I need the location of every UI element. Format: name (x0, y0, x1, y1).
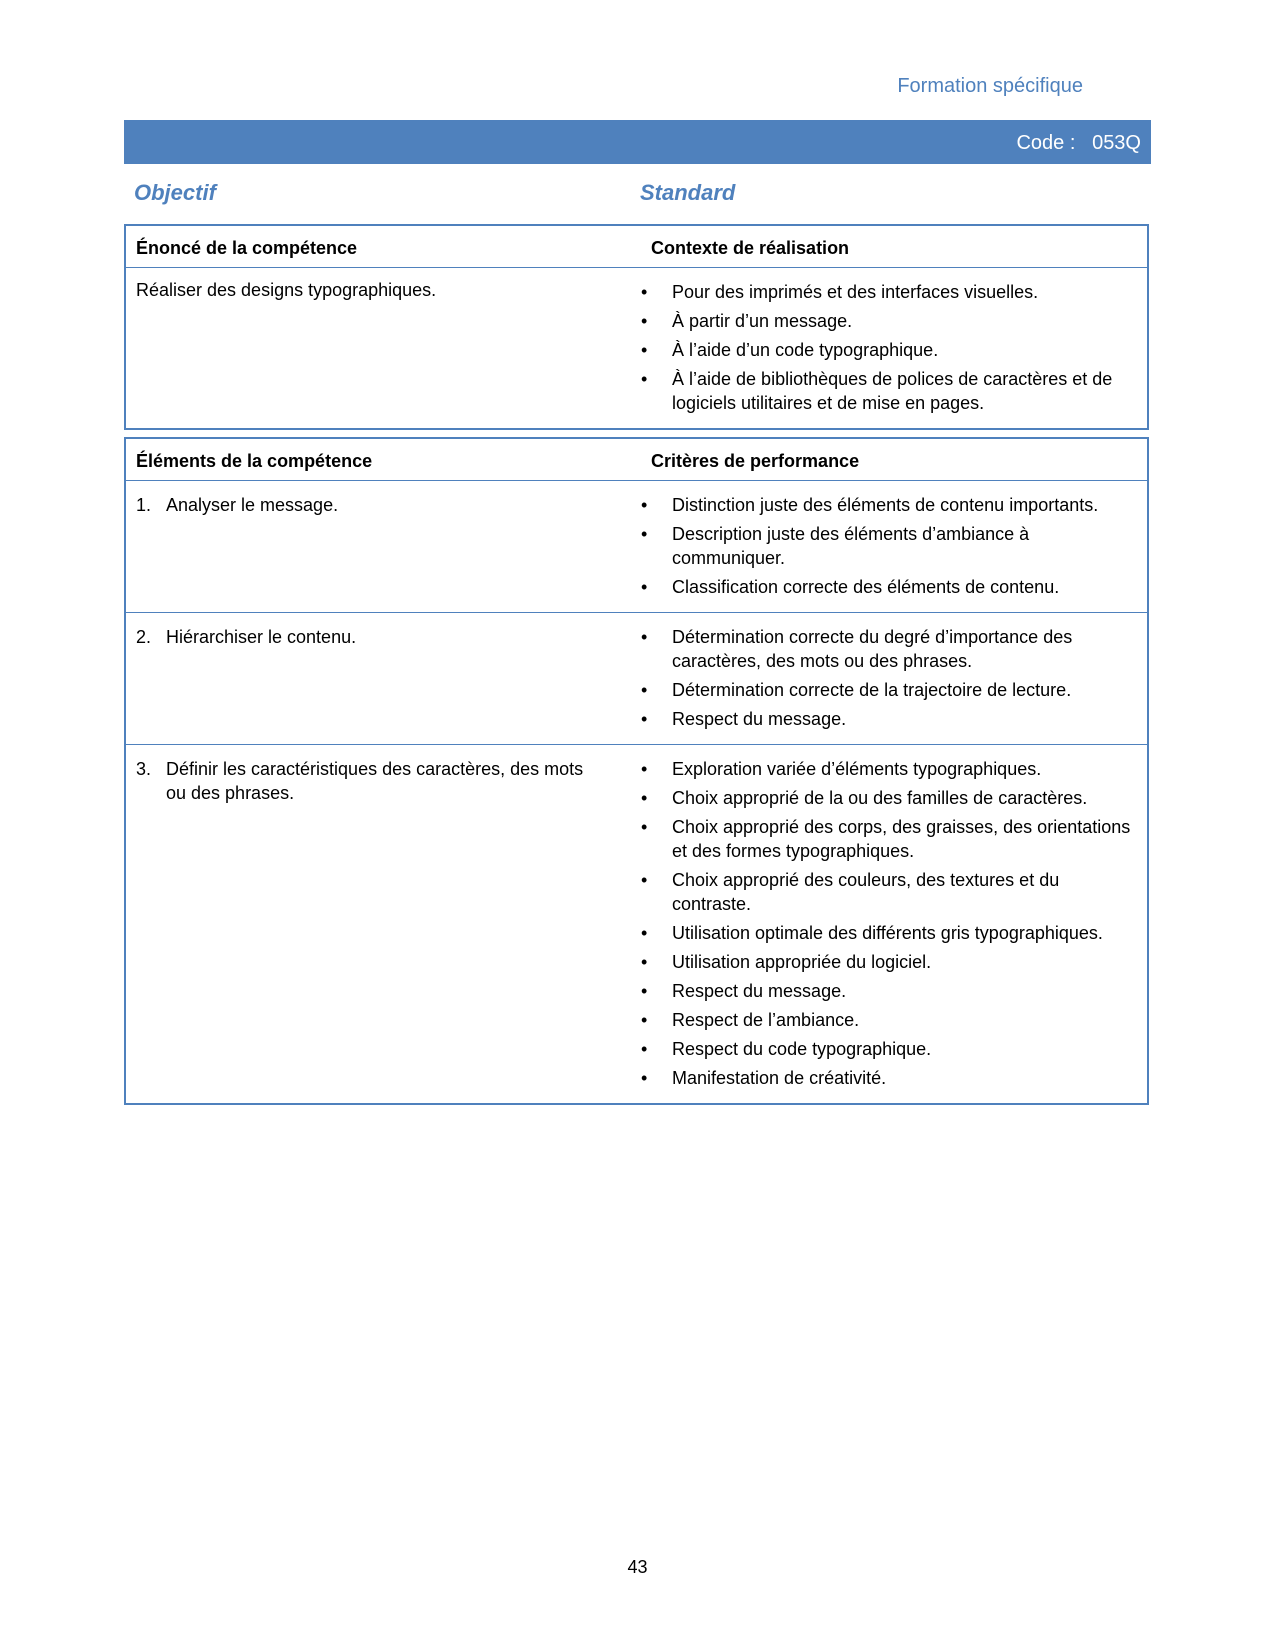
element-item (136, 613, 641, 649)
element-item (136, 481, 641, 517)
table-row (125, 268, 1148, 430)
element-cell (125, 613, 641, 745)
table-row (125, 745, 1148, 1105)
list-item: • Description juste des éléments d’ambiance à communiquer. (641, 522, 1137, 570)
list-item: • Respect de l’ambiance. (641, 1008, 1137, 1032)
element-number: 1. (136, 495, 152, 515)
column-header-criteria: Critères de performance (641, 438, 1148, 481)
program-code: Code : 053Q (1016, 132, 1141, 154)
table-row (125, 481, 1148, 613)
code-banner (124, 120, 1151, 164)
list-item: • Détermination correcte du degré d’importance des caractères, des mots ou des phrases. (641, 625, 1137, 673)
list-item: • Détermination correcte de la trajectoire de lecture. (641, 678, 1137, 702)
list-item: • Exploration variée d’éléments typographiques. (641, 757, 1137, 781)
competence-statement-table (124, 224, 1149, 430)
element-number: 2. (136, 627, 152, 647)
list-item: • Utilisation appropriée du logiciel. (641, 950, 1137, 974)
criteria-cell (641, 481, 1148, 613)
list-item: • Choix approprié des couleurs, des textures et du contraste. (641, 868, 1137, 916)
list-item: • Pour des imprimés et des interfaces visuelles. (641, 280, 1137, 304)
criteria-list (641, 745, 1147, 1103)
criteria-cell (641, 745, 1148, 1105)
element-item (136, 745, 641, 805)
list-item: • Distinction juste des éléments de contenu importants. (641, 493, 1137, 517)
column-header-context: Contexte de réalisation (641, 225, 1148, 268)
column-header-statement: Énoncé de la compétence (125, 225, 641, 268)
element-number: 3. (136, 759, 152, 779)
list-item: • Respect du code typographique. (641, 1037, 1137, 1061)
list-item: • Choix approprié de la ou des familles de caractères. (641, 786, 1137, 810)
list-item: • À partir d’un message. (641, 309, 1137, 333)
criteria-cell (641, 613, 1148, 745)
list-item: • À l’aide de bibliothèques de polices de caractères et de logiciels utilitaires et de mise en pages. (641, 367, 1137, 415)
criteria-list (641, 613, 1147, 744)
column-header-elements: Éléments de la compétence (125, 438, 641, 481)
competence-statement-cell (125, 268, 641, 430)
section-heading-objectif: Objectif (134, 180, 216, 205)
table-row (125, 613, 1148, 745)
element-text: Hiérarchiser le contenu. (166, 627, 357, 647)
list-item: • À l’aide d’un code typographique. (641, 338, 1137, 362)
context-list (641, 268, 1147, 428)
competence-statement: Réaliser des designs typographiques. (136, 280, 437, 300)
table-header-row (125, 438, 1148, 481)
document-header-title: Formation spécifique (897, 75, 1083, 97)
criteria-list (641, 481, 1147, 612)
page-number: 43 (627, 1557, 648, 1577)
element-cell (125, 745, 641, 1105)
list-item: • Manifestation de créativité. (641, 1066, 1137, 1090)
table-header-row (125, 225, 1148, 268)
list-item: • Utilisation optimale des différents gris typographiques. (641, 921, 1137, 945)
section-heading-standard: Standard (640, 180, 736, 205)
list-item: • Respect du message. (641, 707, 1137, 731)
context-cell (641, 268, 1148, 430)
element-cell (125, 481, 641, 613)
element-text: Analyser le message. (166, 495, 339, 515)
competence-elements-table (124, 437, 1149, 1105)
list-item: • Respect du message. (641, 979, 1137, 1003)
list-item: • Classification correcte des éléments de contenu. (641, 575, 1137, 599)
list-item: • Choix approprié des corps, des graisses, des orientations et des formes typographiques. (641, 815, 1137, 863)
element-text: Définir les caractéristiques des caractères, des mots ou des phrases. (166, 759, 584, 803)
